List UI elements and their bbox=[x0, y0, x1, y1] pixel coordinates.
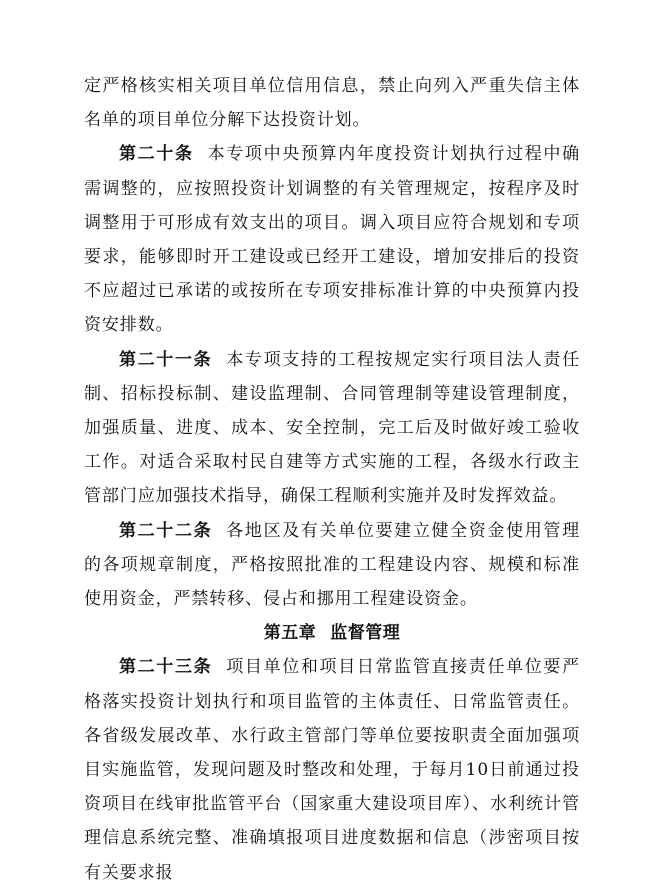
article-label: 第二十三条 bbox=[119, 657, 213, 678]
paragraph-text: 定严格核实相关项目单位信用信息，禁止向列入严重失信主体名单的项目单位分解下达投资计划。 bbox=[84, 76, 580, 131]
article-text: 项目单位和项目日常监管直接责任单位要严格落实投资计划执行和项目监管的主体责任、日常监管责任。各省级发展改革、水行政主管部门等单位要按职责全面加强项目实施监管，发现问题及时整改和处理，于每月10日前通过投资项目在线审批监管平台（国家重大建设项目库）、水利统计管理信息系统完整、准确填报项目进度数据和信息（涉密项目按有关要求报 bbox=[84, 657, 580, 883]
article-21 bbox=[84, 343, 580, 514]
document-page bbox=[84, 69, 580, 890]
chapter-title: 监督管理 bbox=[330, 623, 401, 644]
chapter-heading bbox=[84, 616, 580, 650]
article-20 bbox=[84, 137, 580, 342]
article-text: 本专项支持的工程按规定实行项目法人责任制、招标投标制、建设监理制、合同管理制等建设管理制度，加强质量、进度、成本、安全控制，完工后及时做好竣工验收工作。对适合采取村民自建等方式实施的工程，各级水行政主管部门应加强技术指导，确保工程顺利实施并及时发挥效益。 bbox=[84, 349, 580, 507]
article-label: 第二十一条 bbox=[119, 349, 213, 370]
article-label: 第二十二条 bbox=[119, 520, 213, 541]
article-23 bbox=[84, 650, 580, 889]
article-label: 第二十条 bbox=[119, 144, 194, 165]
article-text: 各地区及有关单位要建立健全资金使用管理的各项规章制度，严格按照批准的工程建设内容、规模和标准使用资金，严禁转移、侵占和挪用工程建设资金。 bbox=[84, 520, 580, 610]
article-text: 本专项中央预算内年度投资计划执行过程中确需调整的，应按照投资计划调整的有关管理规定，按程序及时调整用于可形成有效支出的项目。调入项目应符合规划和专项要求，能够即时开工建设或已经开工建设，增加安排后的投资不应超过已承诺的或按所在专项安排标准计算的中央预算内投资安排数。 bbox=[84, 144, 580, 336]
paragraph-continuation bbox=[84, 69, 580, 137]
chapter-number: 第五章 bbox=[263, 623, 317, 644]
article-22 bbox=[84, 514, 580, 617]
